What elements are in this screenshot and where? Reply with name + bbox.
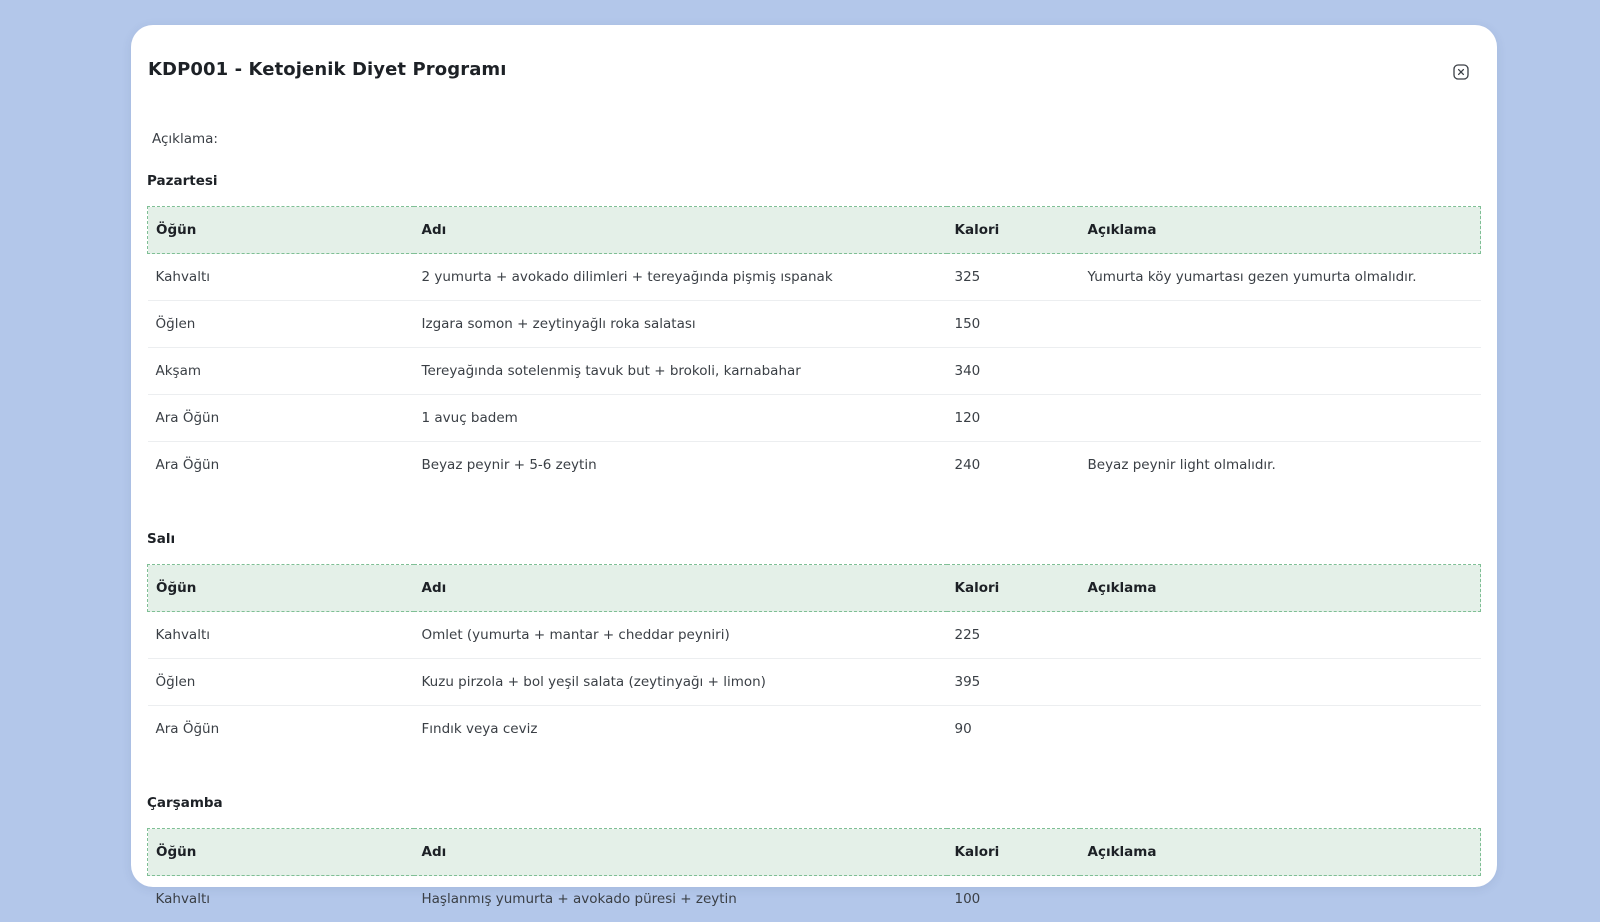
cell-meal: Ara Öğün: [148, 706, 414, 753]
column-header-calories: Kalori: [947, 207, 1080, 254]
column-header-calories: Kalori: [947, 565, 1080, 612]
cell-calories: 395: [947, 659, 1080, 706]
cell-calories: 325: [947, 254, 1080, 301]
table-row: [148, 301, 1481, 348]
cell-note: [1080, 395, 1481, 442]
cell-calories: 225: [947, 612, 1080, 659]
modal-content: [147, 25, 1481, 887]
column-header-note: Açıklama: [1080, 565, 1481, 612]
table-row: [148, 706, 1481, 753]
cell-name: Izgara somon + zeytinyağlı roka salatası: [414, 301, 947, 348]
day-title: Salı: [147, 531, 1481, 547]
description-label: Açıklama:: [152, 131, 218, 147]
cell-name: 1 avuç badem: [414, 395, 947, 442]
cell-name: Tereyağında sotelenmiş tavuk but + brokoli, karnabahar: [414, 348, 947, 395]
table-header-row: [148, 565, 1481, 612]
meal-table: [147, 828, 1481, 922]
modal-title: KDP001 - Ketojenik Diyet Programı: [148, 59, 507, 80]
table-header-row: [148, 829, 1481, 876]
table-row: [148, 876, 1481, 922]
column-header-name: Adı: [414, 829, 947, 876]
column-header-note: Açıklama: [1080, 829, 1481, 876]
cell-note: [1080, 348, 1481, 395]
column-header-name: Adı: [414, 207, 947, 254]
cell-calories: 340: [947, 348, 1080, 395]
table-header-row: [148, 207, 1481, 254]
cell-note: [1080, 301, 1481, 348]
table-row: [148, 395, 1481, 442]
cell-calories: 240: [947, 442, 1080, 489]
cell-meal: Kahvaltı: [148, 612, 414, 659]
day-title: Çarşamba: [147, 795, 1481, 811]
cell-name: Fındık veya ceviz: [414, 706, 947, 753]
close-icon: [1453, 64, 1469, 80]
cell-meal: Kahvaltı: [148, 876, 414, 922]
cell-calories: 90: [947, 706, 1080, 753]
table-row: [148, 659, 1481, 706]
table-row: [148, 348, 1481, 395]
cell-meal: Öğlen: [148, 301, 414, 348]
day-section-carsamba: [147, 795, 1481, 922]
column-header-name: Adı: [414, 565, 947, 612]
meal-table: [147, 206, 1481, 488]
cell-calories: 100: [947, 876, 1080, 922]
cell-name: Beyaz peynir + 5-6 zeytin: [414, 442, 947, 489]
meal-table: [147, 564, 1481, 752]
column-header-meal: Öğün: [148, 207, 414, 254]
cell-meal: Akşam: [148, 348, 414, 395]
cell-name: Omlet (yumurta + mantar + cheddar peyniri): [414, 612, 947, 659]
cell-calories: 150: [947, 301, 1080, 348]
cell-note: [1080, 706, 1481, 753]
cell-note: [1080, 876, 1481, 922]
day-section-pazartesi: [147, 173, 1481, 488]
cell-note: Beyaz peynir light olmalıdır.: [1080, 442, 1481, 489]
cell-meal: Öğlen: [148, 659, 414, 706]
diet-program-modal: [131, 25, 1497, 887]
column-header-note: Açıklama: [1080, 207, 1481, 254]
day-title: Pazartesi: [147, 173, 1481, 189]
table-row: [148, 442, 1481, 489]
column-header-meal: Öğün: [148, 565, 414, 612]
column-header-calories: Kalori: [947, 829, 1080, 876]
cell-name: Kuzu pirzola + bol yeşil salata (zeytinyağı + limon): [414, 659, 947, 706]
close-button[interactable]: [1453, 64, 1469, 80]
day-section-sali: [147, 531, 1481, 752]
cell-name: Haşlanmış yumurta + avokado püresi + zeytin: [414, 876, 947, 922]
cell-note: [1080, 659, 1481, 706]
cell-note: Yumurta köy yumartası gezen yumurta olmalıdır.: [1080, 254, 1481, 301]
cell-meal: Ara Öğün: [148, 442, 414, 489]
cell-meal: Ara Öğün: [148, 395, 414, 442]
cell-name: 2 yumurta + avokado dilimleri + tereyağında pişmiş ıspanak: [414, 254, 947, 301]
cell-calories: 120: [947, 395, 1080, 442]
cell-meal: Kahvaltı: [148, 254, 414, 301]
column-header-meal: Öğün: [148, 829, 414, 876]
cell-note: [1080, 612, 1481, 659]
table-row: [148, 254, 1481, 301]
table-row: [148, 612, 1481, 659]
